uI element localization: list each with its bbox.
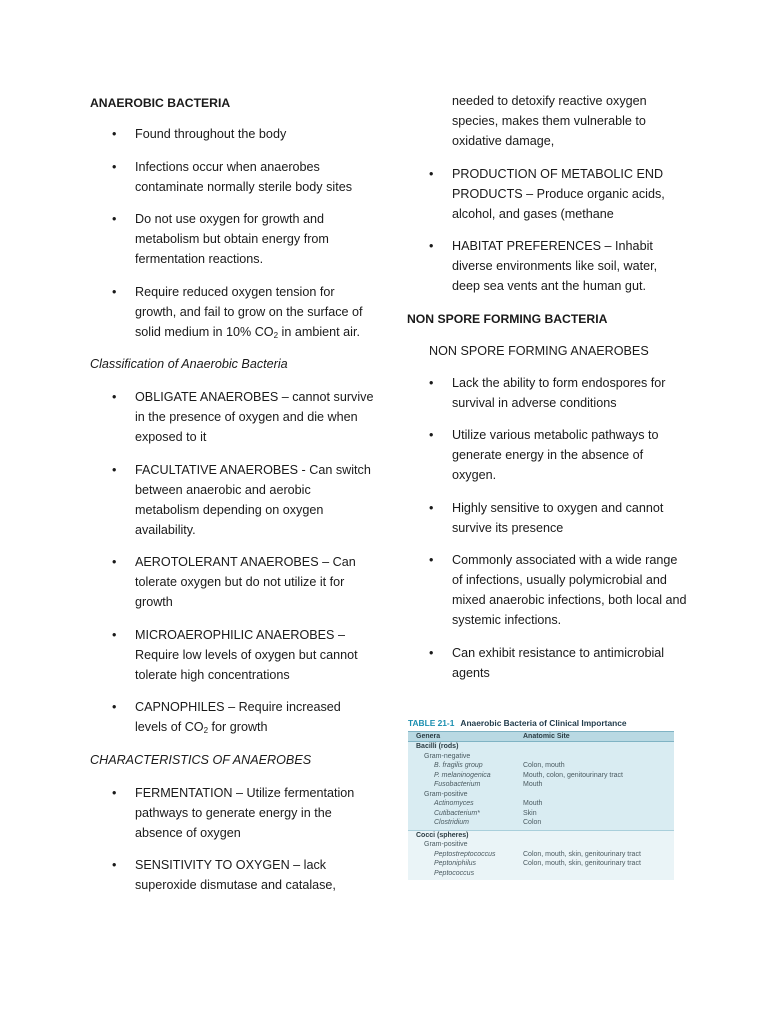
table-row: P. melaninogenica Mouth, colon, genitourinary tract	[434, 771, 623, 779]
list-item: • Found throughout the body	[90, 124, 375, 144]
table-header	[408, 731, 674, 743]
list-item: • FACULTATIVE ANAEROBES - Can switch between anaerobic and aerobic metabolism depending on oxygen availability.	[90, 460, 375, 540]
list-item: • FERMENTATION – Utilize fermentation pathways to generate energy in the absence of oxygen	[90, 783, 375, 843]
list-item: • Infections occur when anaerobes contaminate normally sterile body sites	[90, 157, 375, 197]
list-item-reduced-oxygen: • Require reduced oxygen tension for growth, and fail to grow on the surface of solid medium in 10% $CO_2$ in ambient air.	[90, 282, 375, 342]
list-item-capnophiles: • CAPNOPHILES – Require increased levels of $CO_2$ for growth	[90, 697, 375, 737]
table-title	[408, 719, 674, 729]
list-item: • Can exhibit resistance to antimicrobial agents	[407, 643, 687, 683]
table-row: B. fragilis group Colon, mouth	[434, 762, 565, 769]
table-section-bacilli	[408, 742, 674, 830]
table-row: Gram-positive	[424, 841, 468, 848]
table-number: TABLE 21-1	[408, 718, 455, 728]
right-column	[407, 91, 687, 695]
table-row: Peptococcus	[434, 869, 475, 877]
continued-text: needed to detoxify reactive oxygen species, makes them vulnerable to oxidative damage,	[452, 94, 647, 148]
table-row: Cutibacterium* Skin	[434, 809, 537, 817]
table-row: Clostridium Colon	[434, 819, 542, 826]
list-item: • MICROAEROPHILIC ANAEROBES – Require low levels of oxygen but cannot tolerate high concentrations	[90, 625, 375, 685]
anaerobic-bacteria-table	[408, 719, 674, 880]
list-item: • PRODUCTION OF METABOLIC END PRODUCTS – Produce organic acids, alcohol, and gases (methane	[407, 164, 687, 224]
table-row: Gram-positive	[424, 790, 468, 798]
list-item: • AEROTOLERANT ANAEROBES – Can tolerate oxygen but do not utilize it for growth	[90, 552, 375, 612]
table-row: Actinomyces Mouth	[434, 800, 543, 807]
list-item: • OBLIGATE ANAEROBES – cannot survive in the presence of oxygen and die when exposed to it	[90, 387, 375, 447]
classification-heading: Classification of Anaerobic Bacteria	[90, 357, 288, 371]
right-list-top	[0, 91, 687, 296]
heading-non-spore-forming: NON SPORE FORMING BACTERIA	[407, 311, 608, 326]
list-item: • HABITAT PREFERENCES – Inhabit diverse environments like soil, water, deep sea vents ant the human gut.	[407, 236, 687, 296]
column-header-anatomic-site: Anatomic Site	[523, 732, 570, 740]
list-item: • Highly sensitive to oxygen and cannot survive its presence	[407, 498, 687, 538]
list-item: • Commonly associated with a wide range of infections, usually polymicrobial and mixed anaerobic infections, both local and systemic infections.	[407, 550, 687, 630]
characteristics-list	[0, 783, 375, 896]
list-item: • Do not use oxygen for growth and metabolism but obtain energy from fermentation reactions.	[90, 209, 375, 269]
heading-anaerobic-bacteria: ANAEROBIC BACTERIA	[90, 96, 231, 110]
nonspore-list	[0, 373, 687, 683]
table-row: Fusobacterium Mouth	[434, 781, 543, 788]
subheading-non-spore-anaerobes: NON SPORE FORMING ANAEROBES	[429, 343, 649, 358]
list-item: • SENSITIVITY TO OXYGEN – lack superoxide dismutase and catalase,	[90, 855, 375, 895]
characteristics-heading: CHARACTERISTICS OF ANAEROBES	[90, 752, 312, 767]
table-row: Bacilli (rods)	[416, 743, 459, 750]
table-row: Peptostreptococcus Colon, mouth, skin, genitourinary tract	[434, 850, 641, 858]
table-section-cocci	[408, 830, 674, 881]
table-row: Cocci (spheres)	[416, 831, 469, 839]
list-item: • Lack the ability to form endospores for survival in adverse conditions	[407, 373, 687, 413]
table-row: Gram-negative	[424, 752, 471, 760]
column-header-genera: Genera	[416, 732, 441, 740]
table-title-text: Anaerobic Bacteria of Clinical Importance	[460, 718, 627, 728]
table-row: Peptoniphilus Colon, mouth, skin, genitourinary tract	[434, 860, 641, 867]
list-item: • Utilize various metabolic pathways to generate energy in the absence of oxygen.	[407, 425, 687, 485]
